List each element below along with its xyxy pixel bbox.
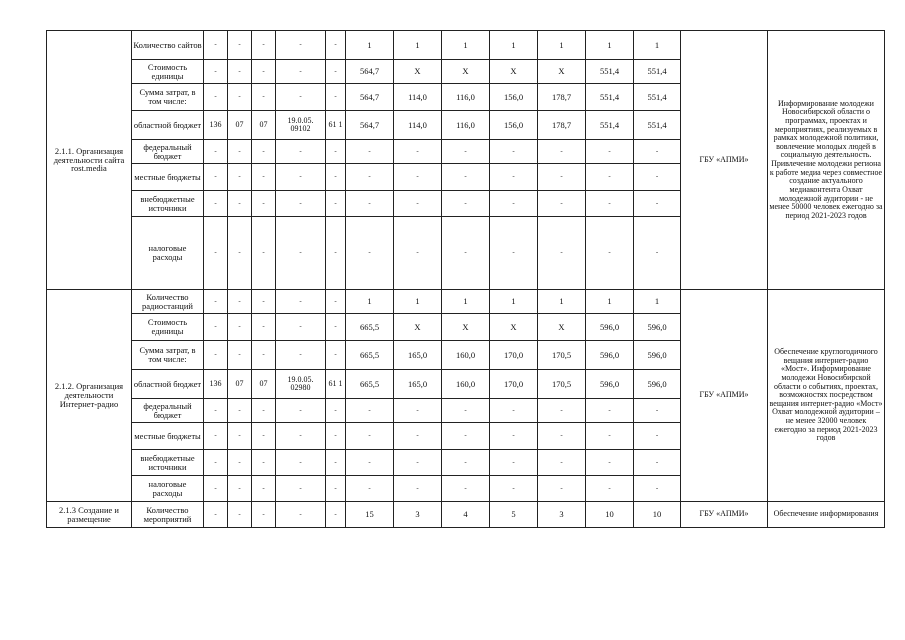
- budget-code-cell: -: [228, 399, 252, 423]
- value-cell: -: [634, 217, 681, 290]
- value-cell: -: [442, 423, 490, 450]
- value-cell: Х: [490, 60, 538, 84]
- value-cell: -: [394, 450, 442, 476]
- value-cell: 156,0: [490, 84, 538, 111]
- budget-code-cell: -: [276, 399, 326, 423]
- indicator-cell: местные бюджеты: [132, 423, 204, 450]
- value-cell: Х: [538, 60, 586, 84]
- budget-code-cell: -: [252, 423, 276, 450]
- budget-code-cell: -: [228, 341, 252, 370]
- indicator-cell: Стоимость единицы: [132, 60, 204, 84]
- value-cell: 1: [634, 290, 681, 314]
- value-cell: -: [442, 450, 490, 476]
- value-cell: -: [346, 423, 394, 450]
- value-cell: 160,0: [442, 341, 490, 370]
- value-cell: 178,7: [538, 84, 586, 111]
- budget-code-cell: -: [276, 217, 326, 290]
- value-cell: -: [586, 450, 634, 476]
- budget-code-cell: -: [252, 140, 276, 164]
- value-cell: 116,0: [442, 111, 490, 140]
- budget-code-cell: -: [252, 217, 276, 290]
- budget-code-cell: -: [228, 60, 252, 84]
- value-cell: 596,0: [634, 314, 681, 341]
- budget-code-cell: 61 1: [326, 370, 346, 399]
- value-cell: -: [394, 191, 442, 217]
- value-cell: 551,4: [634, 111, 681, 140]
- value-cell: -: [634, 140, 681, 164]
- budget-code-cell: -: [204, 217, 228, 290]
- value-cell: 3: [538, 502, 586, 528]
- value-cell: 596,0: [586, 370, 634, 399]
- value-cell: -: [346, 140, 394, 164]
- budget-code-cell: -: [326, 60, 346, 84]
- value-cell: 10: [586, 502, 634, 528]
- value-cell: 596,0: [586, 341, 634, 370]
- value-cell: 551,4: [586, 84, 634, 111]
- document-page: [46, 30, 884, 528]
- value-cell: -: [346, 450, 394, 476]
- value-cell: 1: [394, 290, 442, 314]
- value-cell: 665,5: [346, 370, 394, 399]
- value-cell: -: [586, 423, 634, 450]
- value-cell: 156,0: [490, 111, 538, 140]
- budget-code-cell: -: [326, 314, 346, 341]
- value-cell: -: [538, 423, 586, 450]
- budget-code-cell: -: [252, 399, 276, 423]
- indicator-cell: областной бюджет: [132, 370, 204, 399]
- budget-code-cell: -: [228, 164, 252, 191]
- budget-code-cell: 19.0.05. 09102: [276, 111, 326, 140]
- value-cell: -: [346, 191, 394, 217]
- budget-code-cell: -: [252, 164, 276, 191]
- budget-code-cell: -: [326, 140, 346, 164]
- value-cell: -: [634, 164, 681, 191]
- value-cell: 1: [346, 31, 394, 60]
- indicator-cell: Количество сайтов: [132, 31, 204, 60]
- event-name-cell: 2.1.3 Создание и размещение: [47, 502, 132, 528]
- description-cell: Обеспечение информирования: [768, 502, 885, 528]
- executor-cell: ГБУ «АПМИ»: [681, 502, 768, 528]
- budget-code-cell: -: [326, 341, 346, 370]
- value-cell: -: [394, 164, 442, 191]
- value-cell: -: [634, 450, 681, 476]
- value-cell: -: [394, 140, 442, 164]
- value-cell: -: [490, 191, 538, 217]
- budget-code-cell: -: [252, 84, 276, 111]
- budget-code-cell: -: [204, 84, 228, 111]
- budget-code-cell: -: [252, 450, 276, 476]
- value-cell: 1: [442, 290, 490, 314]
- value-cell: 114,0: [394, 84, 442, 111]
- value-cell: -: [346, 217, 394, 290]
- value-cell: -: [442, 164, 490, 191]
- budget-code-cell: -: [204, 502, 228, 528]
- budget-code-cell: -: [326, 31, 346, 60]
- budget-code-cell: -: [228, 314, 252, 341]
- budget-code-cell: -: [204, 341, 228, 370]
- value-cell: -: [490, 476, 538, 502]
- budget-code-cell: -: [326, 84, 346, 111]
- indicator-cell: Стоимость единицы: [132, 314, 204, 341]
- budget-code-cell: -: [276, 502, 326, 528]
- budget-code-cell: 07: [228, 111, 252, 140]
- indicator-cell: федеральный бюджет: [132, 140, 204, 164]
- value-cell: 114,0: [394, 111, 442, 140]
- value-cell: -: [346, 399, 394, 423]
- executor-cell: ГБУ «АПМИ»: [681, 290, 768, 502]
- value-cell: Х: [394, 314, 442, 341]
- budget-code-cell: -: [228, 450, 252, 476]
- value-cell: 551,4: [634, 84, 681, 111]
- budget-code-cell: -: [252, 341, 276, 370]
- indicator-cell: налоговые расходы: [132, 476, 204, 502]
- budget-code-cell: -: [204, 31, 228, 60]
- budget-code-cell: -: [204, 140, 228, 164]
- value-cell: -: [394, 476, 442, 502]
- value-cell: 10: [634, 502, 681, 528]
- budget-code-cell: -: [276, 31, 326, 60]
- value-cell: -: [586, 476, 634, 502]
- executor-cell: ГБУ «АПМИ»: [681, 31, 768, 290]
- value-cell: -: [538, 164, 586, 191]
- value-cell: 4: [442, 502, 490, 528]
- value-cell: -: [442, 140, 490, 164]
- value-cell: 1: [586, 290, 634, 314]
- value-cell: 551,4: [586, 111, 634, 140]
- value-cell: -: [490, 164, 538, 191]
- budget-code-cell: -: [276, 450, 326, 476]
- indicator-cell: федеральный бюджет: [132, 399, 204, 423]
- value-cell: 596,0: [634, 370, 681, 399]
- value-cell: Х: [442, 60, 490, 84]
- budget-code-cell: -: [276, 164, 326, 191]
- budget-code-cell: -: [252, 502, 276, 528]
- value-cell: 1: [442, 31, 490, 60]
- budget-code-cell: -: [252, 191, 276, 217]
- value-cell: -: [538, 217, 586, 290]
- value-cell: -: [346, 476, 394, 502]
- value-cell: 170,0: [490, 370, 538, 399]
- value-cell: 178,7: [538, 111, 586, 140]
- budget-code-cell: -: [204, 399, 228, 423]
- value-cell: -: [442, 399, 490, 423]
- value-cell: 551,4: [586, 60, 634, 84]
- budget-code-cell: -: [326, 290, 346, 314]
- budget-code-cell: 136: [204, 111, 228, 140]
- budget-code-cell: -: [276, 191, 326, 217]
- budget-code-cell: -: [326, 191, 346, 217]
- budget-code-cell: -: [204, 314, 228, 341]
- description-cell: Обеспечение круглогодичного вещания интернет-радио «Мост». Информирование молодежи Новосибирской области о событиях, проектах, возможностях посредством вещания интернет-радио «Мост» Охват молодежной аудитории – не менее 32000 человек ежегодно за период 2021-2023 годов: [768, 290, 885, 502]
- value-cell: -: [346, 164, 394, 191]
- budget-code-cell: -: [276, 290, 326, 314]
- budget-code-cell: -: [276, 314, 326, 341]
- value-cell: 165,0: [394, 370, 442, 399]
- value-cell: 1: [538, 290, 586, 314]
- value-cell: 1: [346, 290, 394, 314]
- event-name-cell: 2.1.2. Организация деятельности Интернет-радио: [47, 290, 132, 502]
- budget-code-cell: 07: [252, 370, 276, 399]
- value-cell: 170,5: [538, 341, 586, 370]
- budget-code-cell: -: [204, 164, 228, 191]
- value-cell: 1: [586, 31, 634, 60]
- value-cell: -: [586, 164, 634, 191]
- value-cell: -: [442, 191, 490, 217]
- value-cell: -: [490, 450, 538, 476]
- value-cell: -: [586, 217, 634, 290]
- value-cell: 1: [634, 31, 681, 60]
- budget-code-cell: -: [228, 140, 252, 164]
- value-cell: 15: [346, 502, 394, 528]
- value-cell: -: [490, 423, 538, 450]
- budget-code-cell: 19.0.05. 02980: [276, 370, 326, 399]
- budget-code-cell: -: [276, 140, 326, 164]
- budget-code-cell: -: [228, 217, 252, 290]
- budget-code-cell: -: [228, 31, 252, 60]
- value-cell: -: [442, 476, 490, 502]
- table-row: [47, 31, 885, 60]
- budget-code-cell: -: [252, 314, 276, 341]
- budget-table: [46, 30, 885, 528]
- value-cell: 170,5: [538, 370, 586, 399]
- value-cell: -: [490, 140, 538, 164]
- value-cell: 665,5: [346, 314, 394, 341]
- value-cell: 5: [490, 502, 538, 528]
- value-cell: Х: [394, 60, 442, 84]
- value-cell: 596,0: [634, 341, 681, 370]
- description-cell: Информирование молодежи Новосибирской области о программах, проектах и мероприятиях, реализуемых в рамках молодежной политики, вовлечение молодых людей в социальную деятельность. Привлечение молодежи региона к работе медиа через совместное создание актуального медиаконтента Охват молодежной аудитории - не менее 50000 человек ежегодно за период 2021-2023 годов: [768, 31, 885, 290]
- value-cell: -: [586, 399, 634, 423]
- budget-code-cell: -: [228, 191, 252, 217]
- budget-code-cell: -: [276, 341, 326, 370]
- value-cell: -: [538, 399, 586, 423]
- budget-code-cell: -: [276, 476, 326, 502]
- value-cell: -: [490, 217, 538, 290]
- value-cell: 551,4: [634, 60, 681, 84]
- value-cell: -: [634, 476, 681, 502]
- value-cell: 165,0: [394, 341, 442, 370]
- budget-code-cell: -: [204, 290, 228, 314]
- indicator-cell: областной бюджет: [132, 111, 204, 140]
- value-cell: -: [634, 191, 681, 217]
- value-cell: -: [634, 423, 681, 450]
- value-cell: -: [394, 423, 442, 450]
- budget-code-cell: -: [252, 290, 276, 314]
- budget-code-cell: -: [326, 399, 346, 423]
- budget-code-cell: -: [276, 60, 326, 84]
- value-cell: 1: [538, 31, 586, 60]
- budget-code-cell: -: [204, 60, 228, 84]
- budget-code-cell: -: [204, 476, 228, 502]
- indicator-cell: местные бюджеты: [132, 164, 204, 191]
- value-cell: 564,7: [346, 84, 394, 111]
- indicator-cell: внебюджетные источники: [132, 450, 204, 476]
- indicator-cell: внебюджетные источники: [132, 191, 204, 217]
- budget-code-cell: -: [326, 217, 346, 290]
- budget-code-cell: -: [252, 31, 276, 60]
- value-cell: 596,0: [586, 314, 634, 341]
- budget-code-cell: 07: [252, 111, 276, 140]
- value-cell: -: [586, 140, 634, 164]
- budget-code-cell: -: [326, 164, 346, 191]
- budget-code-cell: -: [326, 423, 346, 450]
- budget-code-cell: -: [326, 450, 346, 476]
- budget-code-cell: -: [276, 84, 326, 111]
- value-cell: -: [442, 217, 490, 290]
- budget-code-cell: -: [228, 84, 252, 111]
- value-cell: 116,0: [442, 84, 490, 111]
- value-cell: -: [490, 399, 538, 423]
- indicator-cell: Количество радиостанций: [132, 290, 204, 314]
- budget-code-cell: 07: [228, 370, 252, 399]
- value-cell: 3: [394, 502, 442, 528]
- budget-code-cell: -: [228, 290, 252, 314]
- value-cell: Х: [538, 314, 586, 341]
- budget-code-cell: -: [276, 423, 326, 450]
- value-cell: 1: [490, 290, 538, 314]
- indicator-cell: Сумма затрат, в том числе:: [132, 84, 204, 111]
- budget-code-cell: -: [204, 450, 228, 476]
- value-cell: 160,0: [442, 370, 490, 399]
- budget-code-cell: 61 1: [326, 111, 346, 140]
- value-cell: -: [634, 399, 681, 423]
- value-cell: -: [538, 450, 586, 476]
- budget-code-cell: -: [228, 423, 252, 450]
- budget-code-cell: -: [204, 191, 228, 217]
- event-name-cell: 2.1.1. Организация деятельности сайта rost.media: [47, 31, 132, 290]
- indicator-cell: налоговые расходы: [132, 217, 204, 290]
- value-cell: -: [394, 217, 442, 290]
- budget-code-cell: -: [252, 476, 276, 502]
- value-cell: 1: [490, 31, 538, 60]
- budget-code-cell: -: [228, 502, 252, 528]
- value-cell: 1: [394, 31, 442, 60]
- budget-code-cell: -: [228, 476, 252, 502]
- value-cell: -: [538, 140, 586, 164]
- value-cell: -: [538, 191, 586, 217]
- value-cell: 564,7: [346, 60, 394, 84]
- value-cell: -: [394, 399, 442, 423]
- value-cell: 665,5: [346, 341, 394, 370]
- indicator-cell: Сумма затрат, в том числе:: [132, 341, 204, 370]
- table-row: [47, 502, 885, 528]
- value-cell: Х: [442, 314, 490, 341]
- indicator-cell: Количество мероприятий: [132, 502, 204, 528]
- value-cell: -: [538, 476, 586, 502]
- table-row: [47, 290, 885, 314]
- value-cell: -: [586, 191, 634, 217]
- budget-code-cell: -: [326, 502, 346, 528]
- value-cell: 564,7: [346, 111, 394, 140]
- value-cell: 170,0: [490, 341, 538, 370]
- value-cell: Х: [490, 314, 538, 341]
- budget-code-cell: -: [204, 423, 228, 450]
- budget-code-cell: -: [252, 60, 276, 84]
- budget-code-cell: 136: [204, 370, 228, 399]
- budget-code-cell: -: [326, 476, 346, 502]
